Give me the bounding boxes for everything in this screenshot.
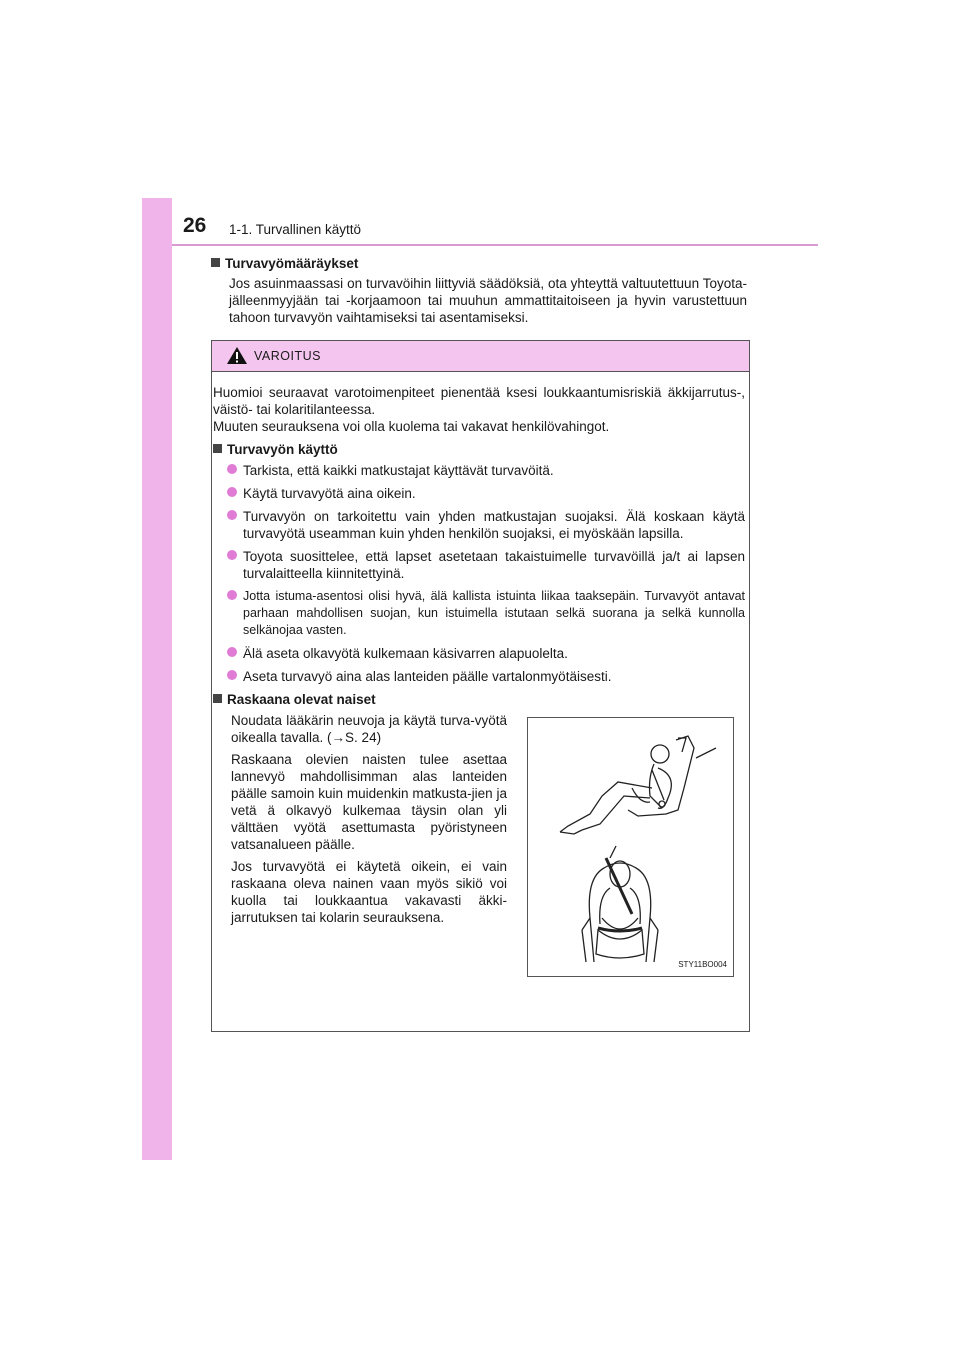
bullet-dot-icon (227, 550, 237, 560)
bullet-dot-icon (227, 647, 237, 657)
seatbelt-use-list (213, 462, 745, 685)
page-number: 26 (183, 214, 207, 237)
header-divider (172, 244, 818, 246)
list-item (213, 668, 745, 685)
section-regulations (211, 255, 747, 326)
bullet-dot-icon (227, 464, 237, 474)
pregnant-paragraph-1: Noudata lääkärin neuvoja ja käytä turva-vyötä oikealla tavalla. (→S. 24) (231, 713, 507, 745)
warning-header (212, 341, 749, 372)
chapter-side-tab (142, 198, 172, 1160)
list-item-text: Jotta istuma-asentosi olisi hyvä, älä kallista istuinta liikaa taaksepäin. Turvavyöt antavat parhaan mahdollisen suojan, kun istuimella istutaan selkä suorana ja selkä kunnolla selkänojaa vasten. (243, 589, 745, 637)
pregnant-text (231, 712, 507, 931)
list-item-text: Turvavyön on tarkoitettu vain yhden matkustajan suojaksi. Älä koskaan käytä turvavyötä useamman kuin yhden henkilön suojaksi, ei myöskään lapsilla. (243, 509, 745, 541)
pregnant-paragraph-3: Jos turvavyötä ei käytetä oikein, ei vain raskaana oleva nainen vaan myös sikiö voi kuolla tai loukkaantua vakavasti äkki-jarrutuksen tai kolarin seurauksena. (231, 859, 507, 925)
list-item-text: Käytä turvavyötä aina oikein. (243, 486, 416, 501)
bullet-dot-icon (227, 670, 237, 680)
list-item (213, 645, 745, 662)
list-item (213, 508, 745, 542)
section-regulations-heading (211, 255, 747, 272)
figure-code: STY11BO004 (678, 960, 727, 969)
list-item-text: Tarkista, että kaikki matkustajat käyttävät turvavöitä. (243, 463, 554, 478)
list-item (213, 485, 745, 502)
seatbelt-use-title: Turvavyön käyttö (227, 442, 338, 457)
warning-intro: Huomioi seuraavat varotoimenpiteet pienentää ksesi loukkaantumisriskiä äkkijarrutus-, väistö- tai kolaritilanteessa. (213, 385, 745, 417)
warning-body (212, 372, 749, 982)
pregnant-paragraph-2: Raskaana olevien naisten tulee asettaa lannevyö mahdollisimman alas lanteiden päälle samoin kuin muidenkin matkusta-jien ja vetä ä olkavyö kulkemaa täysin olan yli välttäen vyötä asettumasta pyöristyneen vatsanalueen päälle. (231, 752, 507, 852)
warning-consequence: Muuten seurauksena voi olla kuolema tai vakavat henkilövahingot. (213, 419, 610, 434)
bullet-dot-icon (227, 487, 237, 497)
pregnant-heading (213, 691, 745, 708)
chapter-title: 1-1. Turvallinen käyttö (229, 222, 362, 237)
bullet-dot-icon (227, 590, 237, 600)
pregnant-section (213, 712, 745, 982)
bullet-dot-icon (227, 510, 237, 520)
section-regulations-body: Jos asuinmaassasi on turvavöihin liittyviä säädöksiä, ota yhteyttä valtuutettuun Toyota-jälleenmyyjään tai -korjaamoon tai muuhun ammattitaitoiseen ja hyvin varustettuun tahoon turvavyön vaihtamiseksi tai asentamiseksi. (229, 276, 747, 325)
square-bullet-icon (213, 694, 222, 703)
warning-title: VAROITUS (254, 349, 321, 363)
list-item (213, 462, 745, 479)
pregnant-title: Raskaana olevat naiset (227, 692, 376, 707)
square-bullet-icon (213, 444, 222, 453)
list-item (213, 588, 745, 639)
list-item-text: Toyota suosittelee, että lapset asetetaan takaistuimelle turvavöillä ja/t ai lapsen turvalaitteella kiinnitettyinä. (243, 549, 745, 581)
square-bullet-icon (211, 258, 220, 267)
list-item-text: Aseta turvavyö aina alas lanteiden päälle vartalonmyötäisesti. (243, 669, 612, 684)
warning-box (211, 340, 750, 1032)
section-regulations-title: Turvavyömääräykset (225, 256, 359, 271)
pregnant-seatbelt-illustration (528, 718, 733, 976)
list-item-text: Älä aseta olkavyötä kulkemaan käsivarren alapuolelta. (243, 646, 568, 661)
seatbelt-illustration (527, 717, 734, 977)
warning-triangle-icon (226, 346, 248, 365)
seatbelt-use-heading (213, 441, 745, 458)
list-item (213, 548, 745, 582)
